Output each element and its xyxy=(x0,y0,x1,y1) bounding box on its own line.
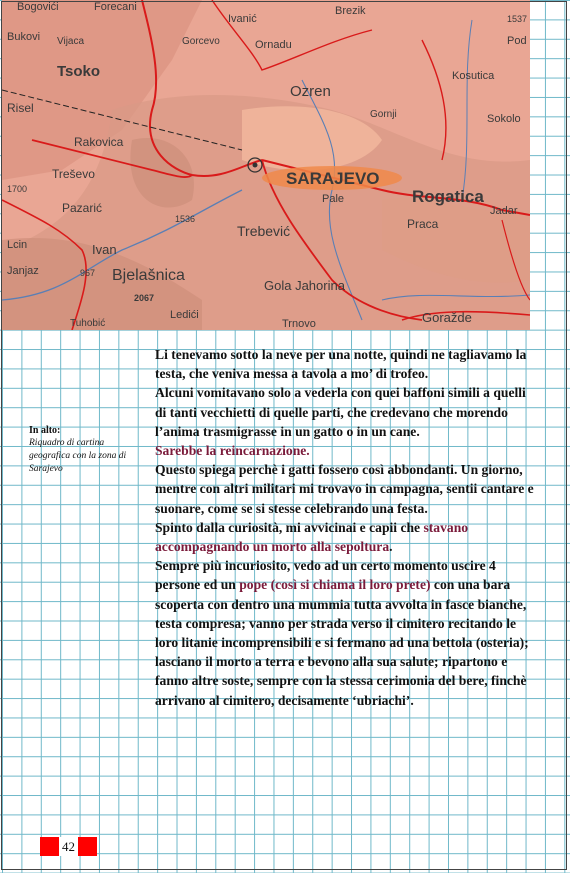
map-label: Pazarić xyxy=(62,201,103,215)
body-text xyxy=(155,345,535,710)
text-run: con una bara scoperta con dentro una mummia tutta avvolta in fasce bianche, testa compresa; vanno per strada verso il cimitero recitando le loro litanie incomprensibili e si fermano ad una bettola (osteria); lasciano il morto a terra e bevono alla sua salute; ripartono e fanno altre soste, sempre con la stessa cerimonia del bere, finchè arrivano al cimitero, decisamente ‘ubriachi’. xyxy=(155,577,529,708)
map-label: Gola Jahorina xyxy=(264,278,345,293)
map-label: Bjelašnica xyxy=(112,267,185,284)
paragraph: Questo spiega perchè i gatti fossero così abbondanti. Un giorno, mentre con altri militari mi trovavo in campagna, sentii cantare e suonare, come se si stesse celebrando una festa. xyxy=(155,462,534,516)
text-run: Sempre più incuriosito, vedo ad un certo momento uscire 4 persone ed un xyxy=(155,558,496,593)
map-label: Kosutica xyxy=(452,70,495,82)
page-marker-right xyxy=(78,837,97,856)
map-label: Forecani xyxy=(94,1,137,13)
map-label: Risel xyxy=(7,101,34,115)
map-label: 1700 xyxy=(7,184,28,194)
text-run: . xyxy=(389,539,393,555)
map-label: Pale xyxy=(322,193,345,205)
page-footer xyxy=(40,837,97,856)
map-label: Pod xyxy=(507,35,527,47)
map-label: Vijaca xyxy=(57,36,85,47)
map-label: Ornadu xyxy=(255,39,292,51)
map-label: 1536 xyxy=(175,214,196,224)
paragraph: Alcuni vomitavano solo a vederla con quei baffoni simili a quelli di tanti vecchietti di quelle parti, che credevano che morendo l’anima trasmigrasse in un gatto o in un cane. xyxy=(155,385,526,439)
map-label: Sokolo xyxy=(487,113,521,125)
map-label: Praca xyxy=(407,217,439,231)
map-label: Ivan xyxy=(92,242,117,257)
text-highlight: pope (così si chiama il loro prete) xyxy=(239,577,431,593)
map-image xyxy=(2,0,530,330)
page-number: 42 xyxy=(59,837,78,856)
map-label: Brezik xyxy=(335,5,366,17)
map-label: Tsoko xyxy=(57,63,101,80)
map-svg xyxy=(2,0,530,330)
text-run: Spinto dalla curiosità, mi avvicinai e capii che xyxy=(155,519,424,535)
map-label: Jadar xyxy=(490,205,518,217)
map-label: Trebević xyxy=(237,223,291,239)
map-label: Bogovići xyxy=(17,1,59,13)
map-label: Rakovica xyxy=(74,135,124,149)
paragraph: Li tenevamo sotto la neve per una notte, quindi ne tagliavamo la testa, che veniva messa a tavola a mo’ di trofeo. xyxy=(155,347,527,382)
caption-body: Riquadro di cartina geografica con la zona di Sarajevo xyxy=(29,438,127,474)
image-caption xyxy=(29,424,147,476)
map-label: Ozren xyxy=(290,83,331,100)
map-label: 2067 xyxy=(134,293,155,303)
caption-title: In alto: xyxy=(29,425,61,436)
map-label: Goražde xyxy=(422,310,472,325)
map-label: Rogatica xyxy=(412,187,484,206)
page-marker-left xyxy=(40,837,59,856)
map-label: Tuhobić xyxy=(70,318,106,329)
map-label: Ledići xyxy=(170,309,199,321)
paragraph-highlight: Sarebbe la reincarnazione. xyxy=(155,443,310,459)
map-label: Gornji xyxy=(370,109,397,120)
map-label-city: SARAJEVO xyxy=(286,169,380,188)
map-label: Lcin xyxy=(7,239,28,251)
map-label: Bukovi xyxy=(7,31,41,43)
map-label: Ivanić xyxy=(228,13,257,25)
map-label: Janjaz xyxy=(7,265,39,277)
map-label: Treševo xyxy=(52,167,95,181)
map-label: 1537 xyxy=(507,14,528,24)
map-label: Trnovo xyxy=(282,318,316,330)
paragraph xyxy=(155,556,535,710)
map-label: Gorcevo xyxy=(182,36,220,47)
map-label: 967 xyxy=(80,268,96,278)
text-highlight: stavano accompagnando un morto alla sepoltura xyxy=(155,519,469,555)
paragraph xyxy=(155,518,535,556)
